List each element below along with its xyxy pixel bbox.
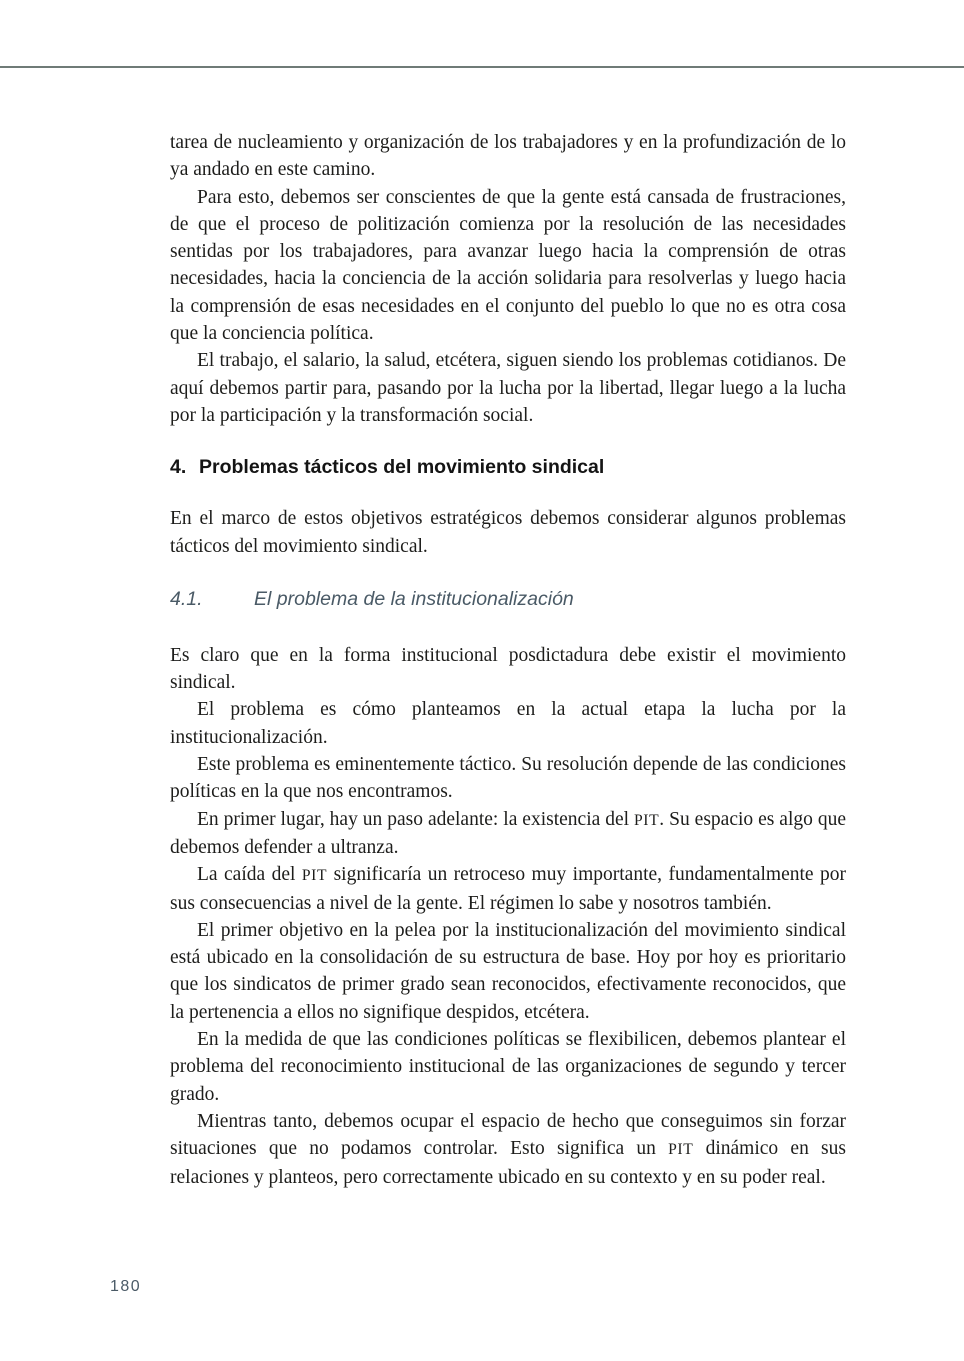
heading-number: 4.1. xyxy=(170,587,203,610)
paragraph: El primer objetivo en la pelea por la institucionalización del movimiento sindical está ubicado en la consolidación de su estructura de base. Hoy por hoy es prioritario que los sindicatos de primer grado sean reconocidos, efectivamente reconocidos, que la pertenencia a ellos no signifique despidos, etcétera. xyxy=(170,919,846,1023)
paragraph: Es claro que en la forma institucional posdictadura debe existir el movimiento sindical. xyxy=(170,644,846,694)
heading-text: Problemas tácticos del movimiento sindical xyxy=(199,456,605,479)
paragraph: Este problema es eminentemente táctico. Su resolución depende de las condiciones políticas en la que nos encontramos. xyxy=(170,754,846,803)
paragraph: La caída del PIT significaría un retroceso muy importante, fundamentalmente por sus consecuencias a nivel de la gente. El régimen lo sabe y nosotros también. xyxy=(170,864,846,914)
subsection-heading xyxy=(170,587,846,612)
page-footer xyxy=(110,1278,141,1296)
smallcaps-acronym: PIT xyxy=(634,811,660,829)
paragraph: Mientras tanto, debemos ocupar el espacio de hecho que conseguimos sin forzar situaciones que no podamos controlar. Esto significa un PIT dinámico en sus relaciones y planteos, pero correctamente ubicado en su contexto y en su poder real. xyxy=(170,1110,846,1188)
smallcaps-acronym: PIT xyxy=(668,1141,694,1159)
section-heading xyxy=(170,455,846,480)
page-number: 180 xyxy=(110,1278,142,1295)
paragraph: En la medida de que las condiciones políticas se flexibilicen, debemos plantear el problema del reconocimiento institucional de las organizaciones de segundo y tercer grado. xyxy=(170,1029,846,1105)
paragraph: El trabajo, el salario, la salud, etcétera, siguen siendo los problemas cotidianos. De aquí debemos partir para, pasando por la lucha por la libertad, llegar luego a la lucha por la participación y la transformación social. xyxy=(170,350,846,426)
paragraph: En primer lugar, hay un paso adelante: la existencia del PIT. Su espacio es algo que debemos defender a ultranza. xyxy=(170,808,846,858)
heading-text: El problema de la institucionalización xyxy=(254,587,574,610)
paragraph: Para esto, debemos ser conscientes de que la gente está cansada de frustraciones, de que el proceso de politización comienza por la resolución de las necesidades sentidas por los trabajadores, para avanzar luego hacia la comprensión de otras necesidades, hacia la conciencia de la acción solidaria para resolverlas y luego hacia la comprensión de esas necesidades en el conjunto del pueblo lo que no es otra cosa que la conciencia política. xyxy=(170,186,846,345)
paragraph: El problema es cómo planteamos en la actual etapa la lucha por la institucionalización. xyxy=(170,699,846,748)
paragraph: En el marco de estos objetivos estratégicos debemos considerar algunos problemas tácticos del movimiento sindical. xyxy=(170,508,846,557)
page-body xyxy=(170,129,846,1191)
paragraph: tarea de nucleamiento y organización de los trabajadores y en la profundización de lo ya andado en este camino. xyxy=(170,132,846,181)
heading-number: 4. xyxy=(170,456,187,479)
header-rule xyxy=(0,66,964,68)
smallcaps-acronym: PIT xyxy=(301,867,328,885)
